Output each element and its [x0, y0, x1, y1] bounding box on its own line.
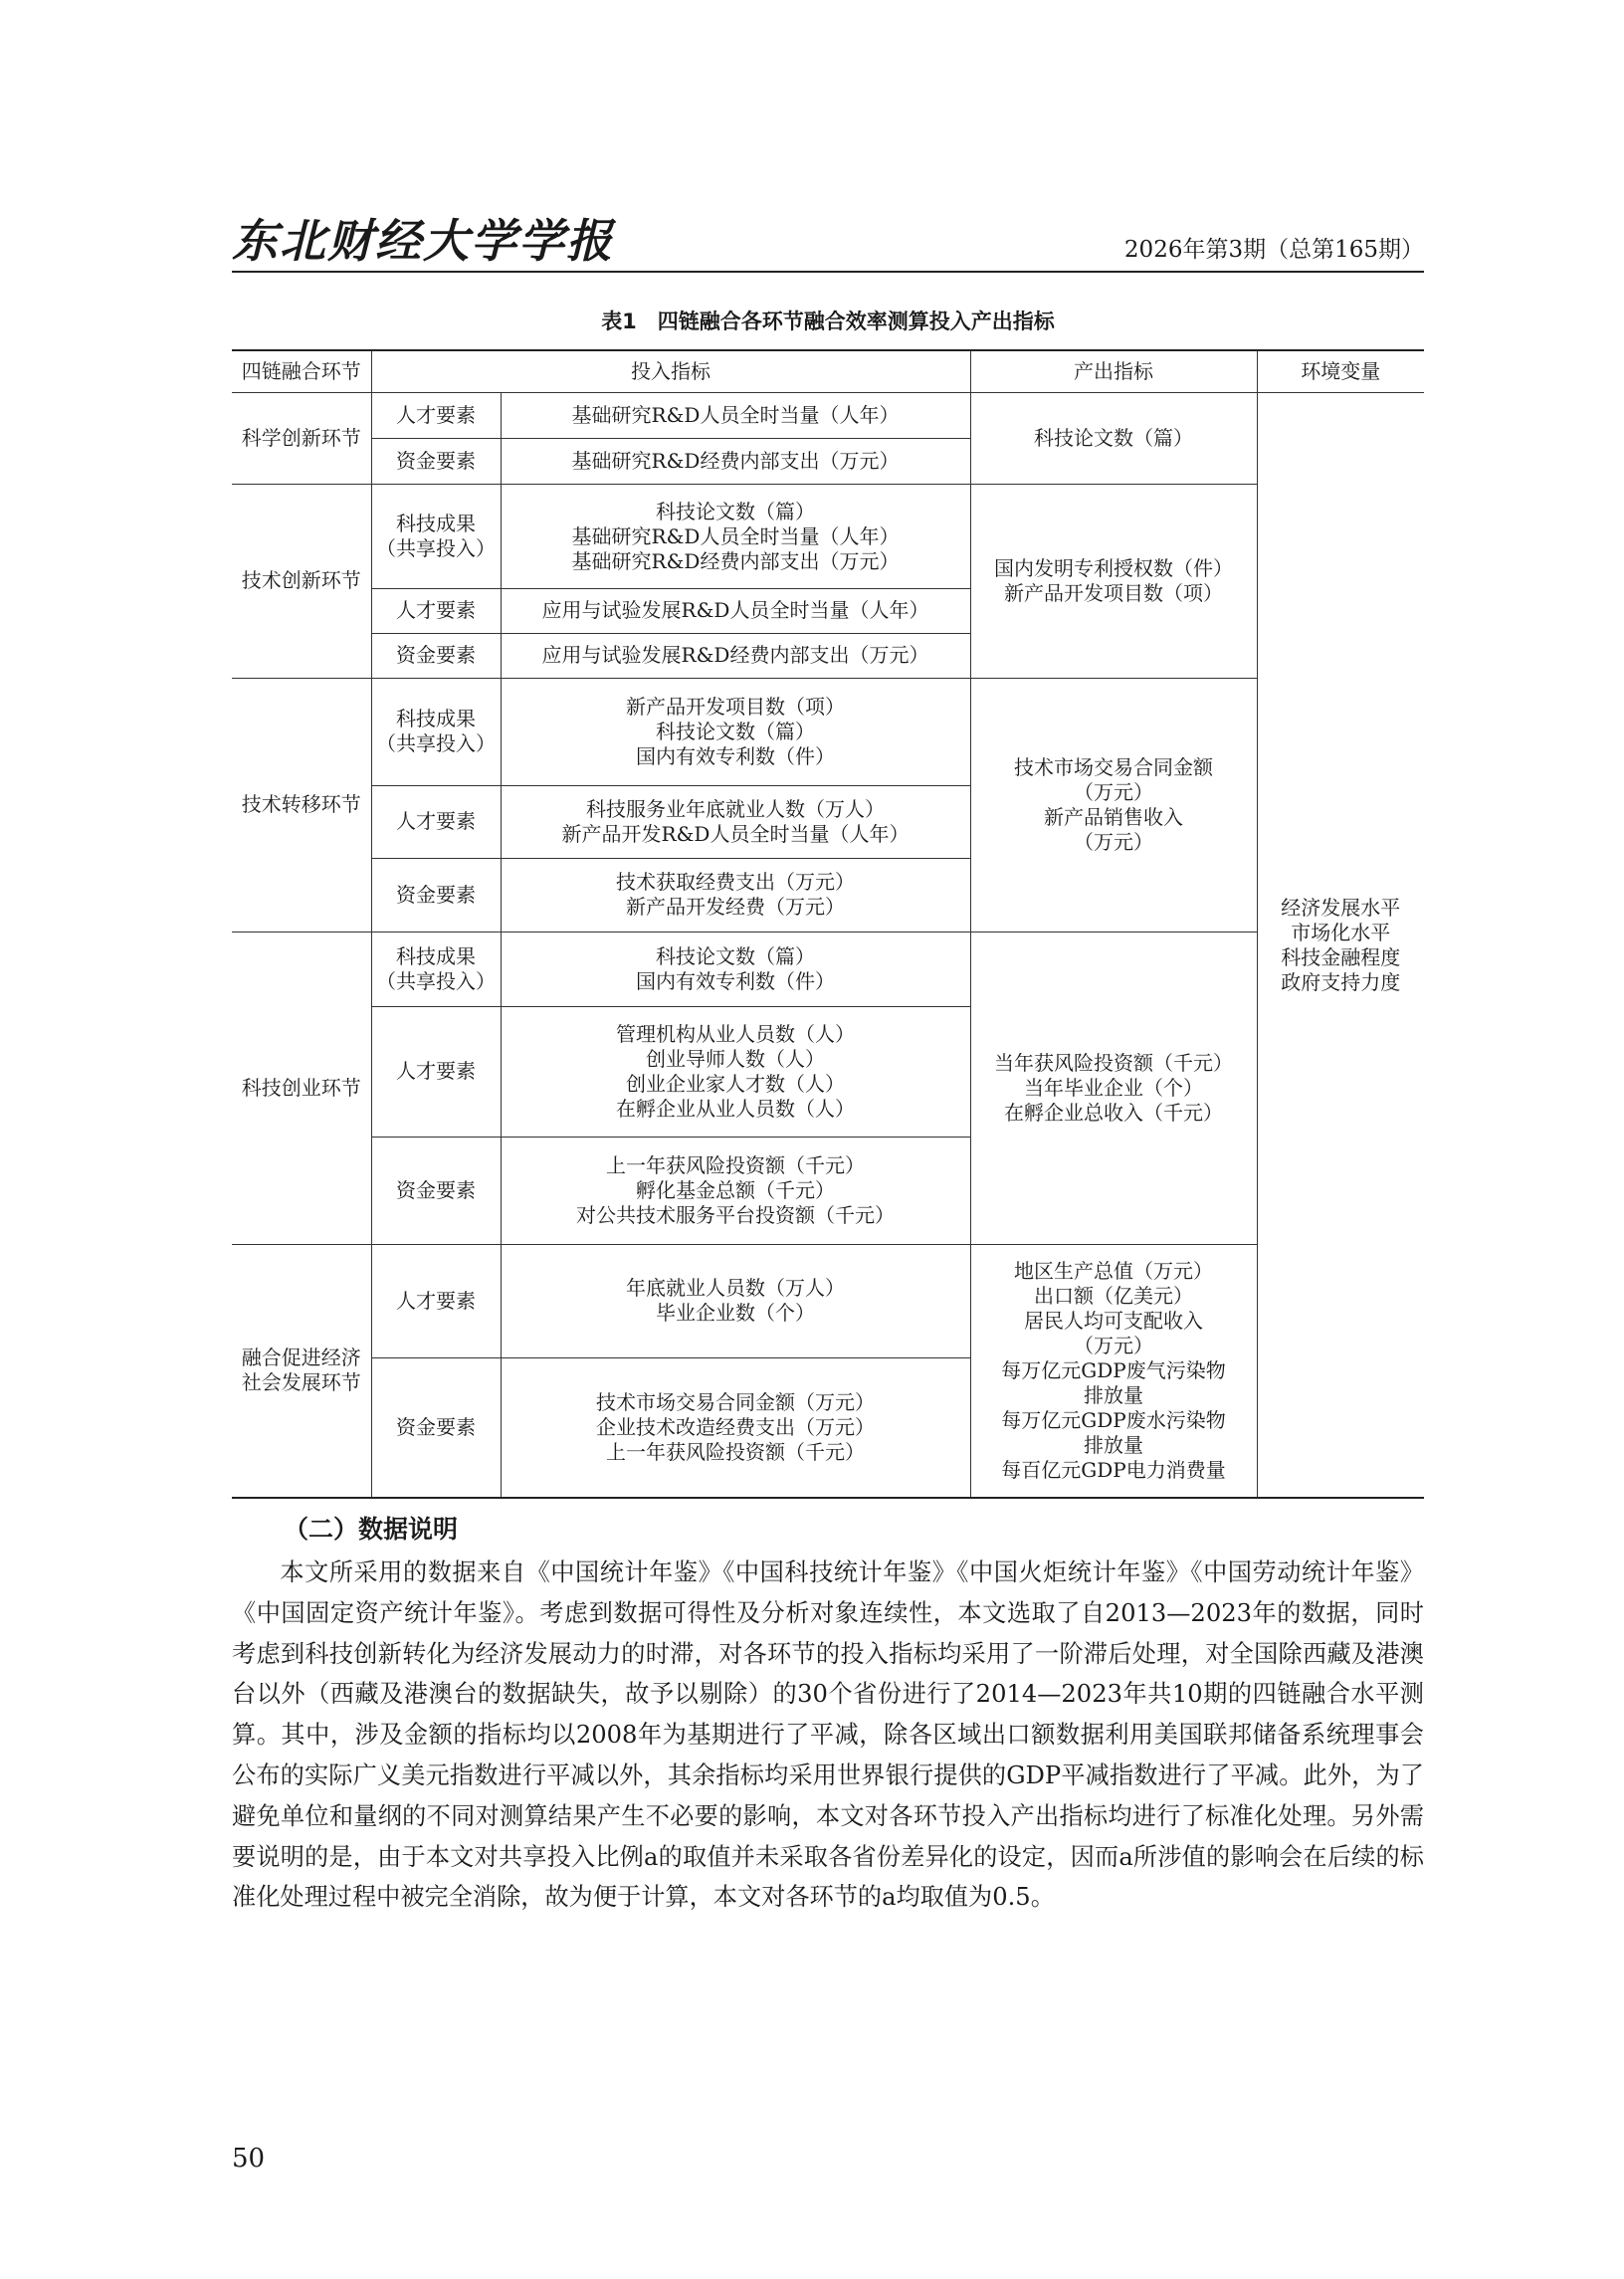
- input-type: [371, 589, 501, 634]
- cell-line: 管理机构从业人员数（人）: [616, 1021, 855, 1046]
- page-number: 50: [232, 2144, 266, 2174]
- output-items: [970, 393, 1257, 485]
- header-output: 产出指标: [970, 350, 1257, 393]
- cell-line: 科技论文数（篇）: [656, 719, 815, 743]
- cell-line: 科技成果: [396, 707, 476, 731]
- cell-line: 应用与试验发展R&D人员全时当量（人年）: [541, 598, 929, 623]
- cell-line: 新产品开发R&D人员全时当量（人年）: [561, 821, 910, 846]
- indicator-table: [232, 349, 1424, 1499]
- cell-line: 排放量: [1084, 1432, 1143, 1457]
- cell-line: 科技服务业年底就业人数（万人）: [586, 796, 885, 821]
- section-title: （二）数据说明: [284, 1515, 459, 1544]
- table-row: [232, 485, 1424, 589]
- input-items: [501, 1137, 970, 1244]
- header-stage: 四链融合环节: [232, 350, 371, 393]
- cell-line: 上一年获风险投资额（千元）: [606, 1439, 865, 1464]
- cell-line: 科技成果: [396, 943, 476, 968]
- input-type: [371, 1244, 501, 1357]
- table-row: [232, 678, 1424, 785]
- cell-line: （万元）: [1074, 779, 1153, 804]
- cell-line: 基础研究R&D经费内部支出（万元）: [571, 449, 900, 474]
- cell-line: 科技成果: [396, 512, 476, 536]
- cell-line: 每万亿元GDP废水污染物: [1001, 1407, 1226, 1432]
- cell-line: 科技论文数（篇）: [656, 943, 815, 968]
- input-items: [501, 393, 970, 439]
- cell-line: 资金要素: [396, 1414, 476, 1439]
- cell-line: 新产品开发项目数（项）: [1004, 580, 1223, 605]
- paragraph: 本文所采用的数据来自《中国统计年鉴》《中国科技统计年鉴》《中国火炬统计年鉴》《中国劳动统计年鉴》《中国固定资产统计年鉴》。考虑到数据可得性及分析对象连续性，本文选取了自2013—2023年的数据，同时考虑到科技创新转化为经济发展动力的时滞，对各环节的投入指标均采用了一阶滞后处理，对全国除西藏及港澳台以外（西藏及港澳台的数据缺失，故予以剔除）的30个省份进行了2014—2023年共10期的四链融合水平测算。其中，涉及金额的指标均以2008年为基期进行了平减，除各区域出口额数据利用美国联邦储备系统理事会公布的实际广义美元指数进行平减以外，其余指标均采用世界银行提供的GDP平减指数进行了平减。此外，为了避免单位和量纲的不同对测算结果产生不必要的影响，本文对各环节投入产出指标均进行了标准化处理。另外需要说明的是，由于本文对共享投入比例a的取值并未采取各省份差异化的设定，因而a所涉值的影响会在后续的标准化处理过程中被完全消除，故为便于计算，本文对各环节的a均取值为0.5。: [232, 1558, 1424, 1912]
- cell-line: 融合促进经济: [241, 1346, 361, 1370]
- cell-line: 政府支持力度: [1281, 969, 1401, 994]
- cell-line: 人才要素: [396, 1059, 476, 1084]
- cell-line: 人才要素: [396, 598, 476, 623]
- input-items: [501, 1357, 970, 1498]
- input-type: [371, 485, 501, 589]
- cell-line: 当年毕业企业（个）: [1024, 1075, 1203, 1100]
- input-type: [371, 859, 501, 932]
- cell-line: 每万亿元GDP废气污染物: [1001, 1357, 1226, 1382]
- stage-name: [232, 485, 371, 679]
- cell-line: 居民人均可支配收入: [1024, 1308, 1203, 1333]
- output-items: [970, 932, 1257, 1244]
- cell-line: 企业技术改造经费支出（万元）: [596, 1414, 875, 1439]
- cell-line: （共享投入）: [376, 968, 496, 993]
- cell-line: 基础研究R&D人员全时当量（人年）: [571, 523, 900, 548]
- header-input: 投入指标: [371, 350, 970, 393]
- issue-info: 2026年第3期（总第165期）: [1123, 237, 1424, 263]
- input-type: [371, 439, 501, 485]
- cell-line: 技术转移环节: [241, 792, 361, 817]
- cell-line: 技术创新环节: [241, 568, 361, 593]
- input-items: [501, 485, 970, 589]
- cell-line: 孵化基金总额（千元）: [636, 1177, 835, 1202]
- input-items: [501, 678, 970, 785]
- input-items: [501, 932, 970, 1006]
- input-type: [371, 678, 501, 785]
- cell-line: 新产品销售收入: [1044, 804, 1183, 829]
- header-env: 环境变量: [1257, 350, 1424, 393]
- cell-line: 科技论文数（篇）: [656, 499, 815, 523]
- stage-name: [232, 1244, 371, 1498]
- input-items: [501, 633, 970, 678]
- cell-line: 资金要素: [396, 1177, 476, 1202]
- cell-line: 应用与试验发展R&D经费内部支出（万元）: [541, 643, 929, 668]
- stage-name: [232, 393, 371, 485]
- input-type: [371, 1007, 501, 1137]
- table-header-row: [232, 350, 1424, 393]
- input-items: [501, 785, 970, 858]
- cell-line: 技术市场交易合同金额: [1014, 754, 1213, 779]
- cell-line: 在孵企业从业人员数（人）: [616, 1096, 855, 1121]
- environment-variables: [1257, 393, 1424, 1498]
- cell-line: （共享投入）: [376, 536, 496, 561]
- cell-line: 在孵企业总收入（千元）: [1004, 1100, 1223, 1125]
- output-items: [970, 1244, 1257, 1498]
- cell-line: 科技创业环节: [241, 1075, 361, 1100]
- cell-line: 人才要素: [396, 1288, 476, 1313]
- cell-line: 创业导师人数（人）: [646, 1046, 825, 1071]
- input-items: [501, 439, 970, 485]
- cell-line: （共享投入）: [376, 731, 496, 756]
- body-text: [232, 1553, 1424, 1918]
- cell-line: 国内发明专利授权数（件）: [994, 555, 1233, 580]
- cell-line: 国内有效专利数（件）: [636, 968, 835, 993]
- input-type: [371, 785, 501, 858]
- input-type: [371, 1137, 501, 1244]
- cell-line: 社会发展环节: [241, 1370, 361, 1395]
- cell-line: 基础研究R&D经费内部支出（万元）: [571, 548, 900, 573]
- cell-line: 市场化水平: [1291, 920, 1391, 944]
- table-caption: 表1 四链融合各环节融合效率测算投入产出指标: [601, 310, 1055, 333]
- cell-line: 科技论文数（篇）: [1034, 426, 1193, 451]
- cell-line: 经济发展水平: [1281, 895, 1401, 920]
- input-items: [501, 859, 970, 932]
- cell-line: 每百亿元GDP电力消费量: [1001, 1457, 1226, 1482]
- cell-line: 毕业企业数（个）: [656, 1301, 815, 1326]
- cell-line: 科技金融程度: [1281, 944, 1401, 969]
- cell-line: 技术市场交易合同金额（万元）: [596, 1389, 875, 1414]
- cell-line: 资金要素: [396, 449, 476, 474]
- output-items: [970, 485, 1257, 679]
- input-items: [501, 1244, 970, 1357]
- input-type: [371, 633, 501, 678]
- input-items: [501, 1007, 970, 1137]
- input-type: [371, 393, 501, 439]
- page-header: [232, 214, 1424, 273]
- cell-line: 新产品开发项目数（项）: [626, 694, 845, 719]
- table-row: [232, 393, 1424, 439]
- cell-line: 科学创新环节: [241, 426, 361, 451]
- cell-line: 地区生产总值（万元）: [1014, 1258, 1213, 1283]
- cell-line: 技术获取经费支出（万元）: [616, 870, 855, 895]
- cell-line: （万元）: [1074, 829, 1153, 854]
- cell-line: 出口额（亿美元）: [1034, 1283, 1193, 1308]
- journal-title: 东北财经大学学报: [232, 214, 614, 268]
- cell-line: 人才要素: [396, 403, 476, 428]
- cell-line: 上一年获风险投资额（千元）: [606, 1152, 865, 1177]
- cell-line: 新产品开发经费（万元）: [626, 895, 845, 920]
- table-row: [232, 932, 1424, 1006]
- output-items: [970, 678, 1257, 932]
- cell-line: 国内有效专利数（件）: [636, 743, 835, 768]
- stage-name: [232, 678, 371, 932]
- input-items: [501, 589, 970, 634]
- table-row: [232, 1244, 1424, 1357]
- cell-line: 创业企业家人才数（人）: [626, 1071, 845, 1096]
- cell-line: 排放量: [1084, 1382, 1143, 1407]
- cell-line: 基础研究R&D人员全时当量（人年）: [571, 403, 900, 428]
- input-type: [371, 932, 501, 1006]
- cell-line: 人才要素: [396, 809, 476, 834]
- cell-line: （万元）: [1074, 1333, 1153, 1357]
- cell-line: 资金要素: [396, 643, 476, 668]
- input-type: [371, 1357, 501, 1498]
- cell-line: 年底就业人员数（万人）: [626, 1276, 845, 1301]
- cell-line: 对公共技术服务平台投资额（千元）: [576, 1202, 895, 1227]
- cell-line: 当年获风险投资额（千元）: [994, 1050, 1233, 1075]
- cell-line: 资金要素: [396, 882, 476, 907]
- stage-name: [232, 932, 371, 1244]
